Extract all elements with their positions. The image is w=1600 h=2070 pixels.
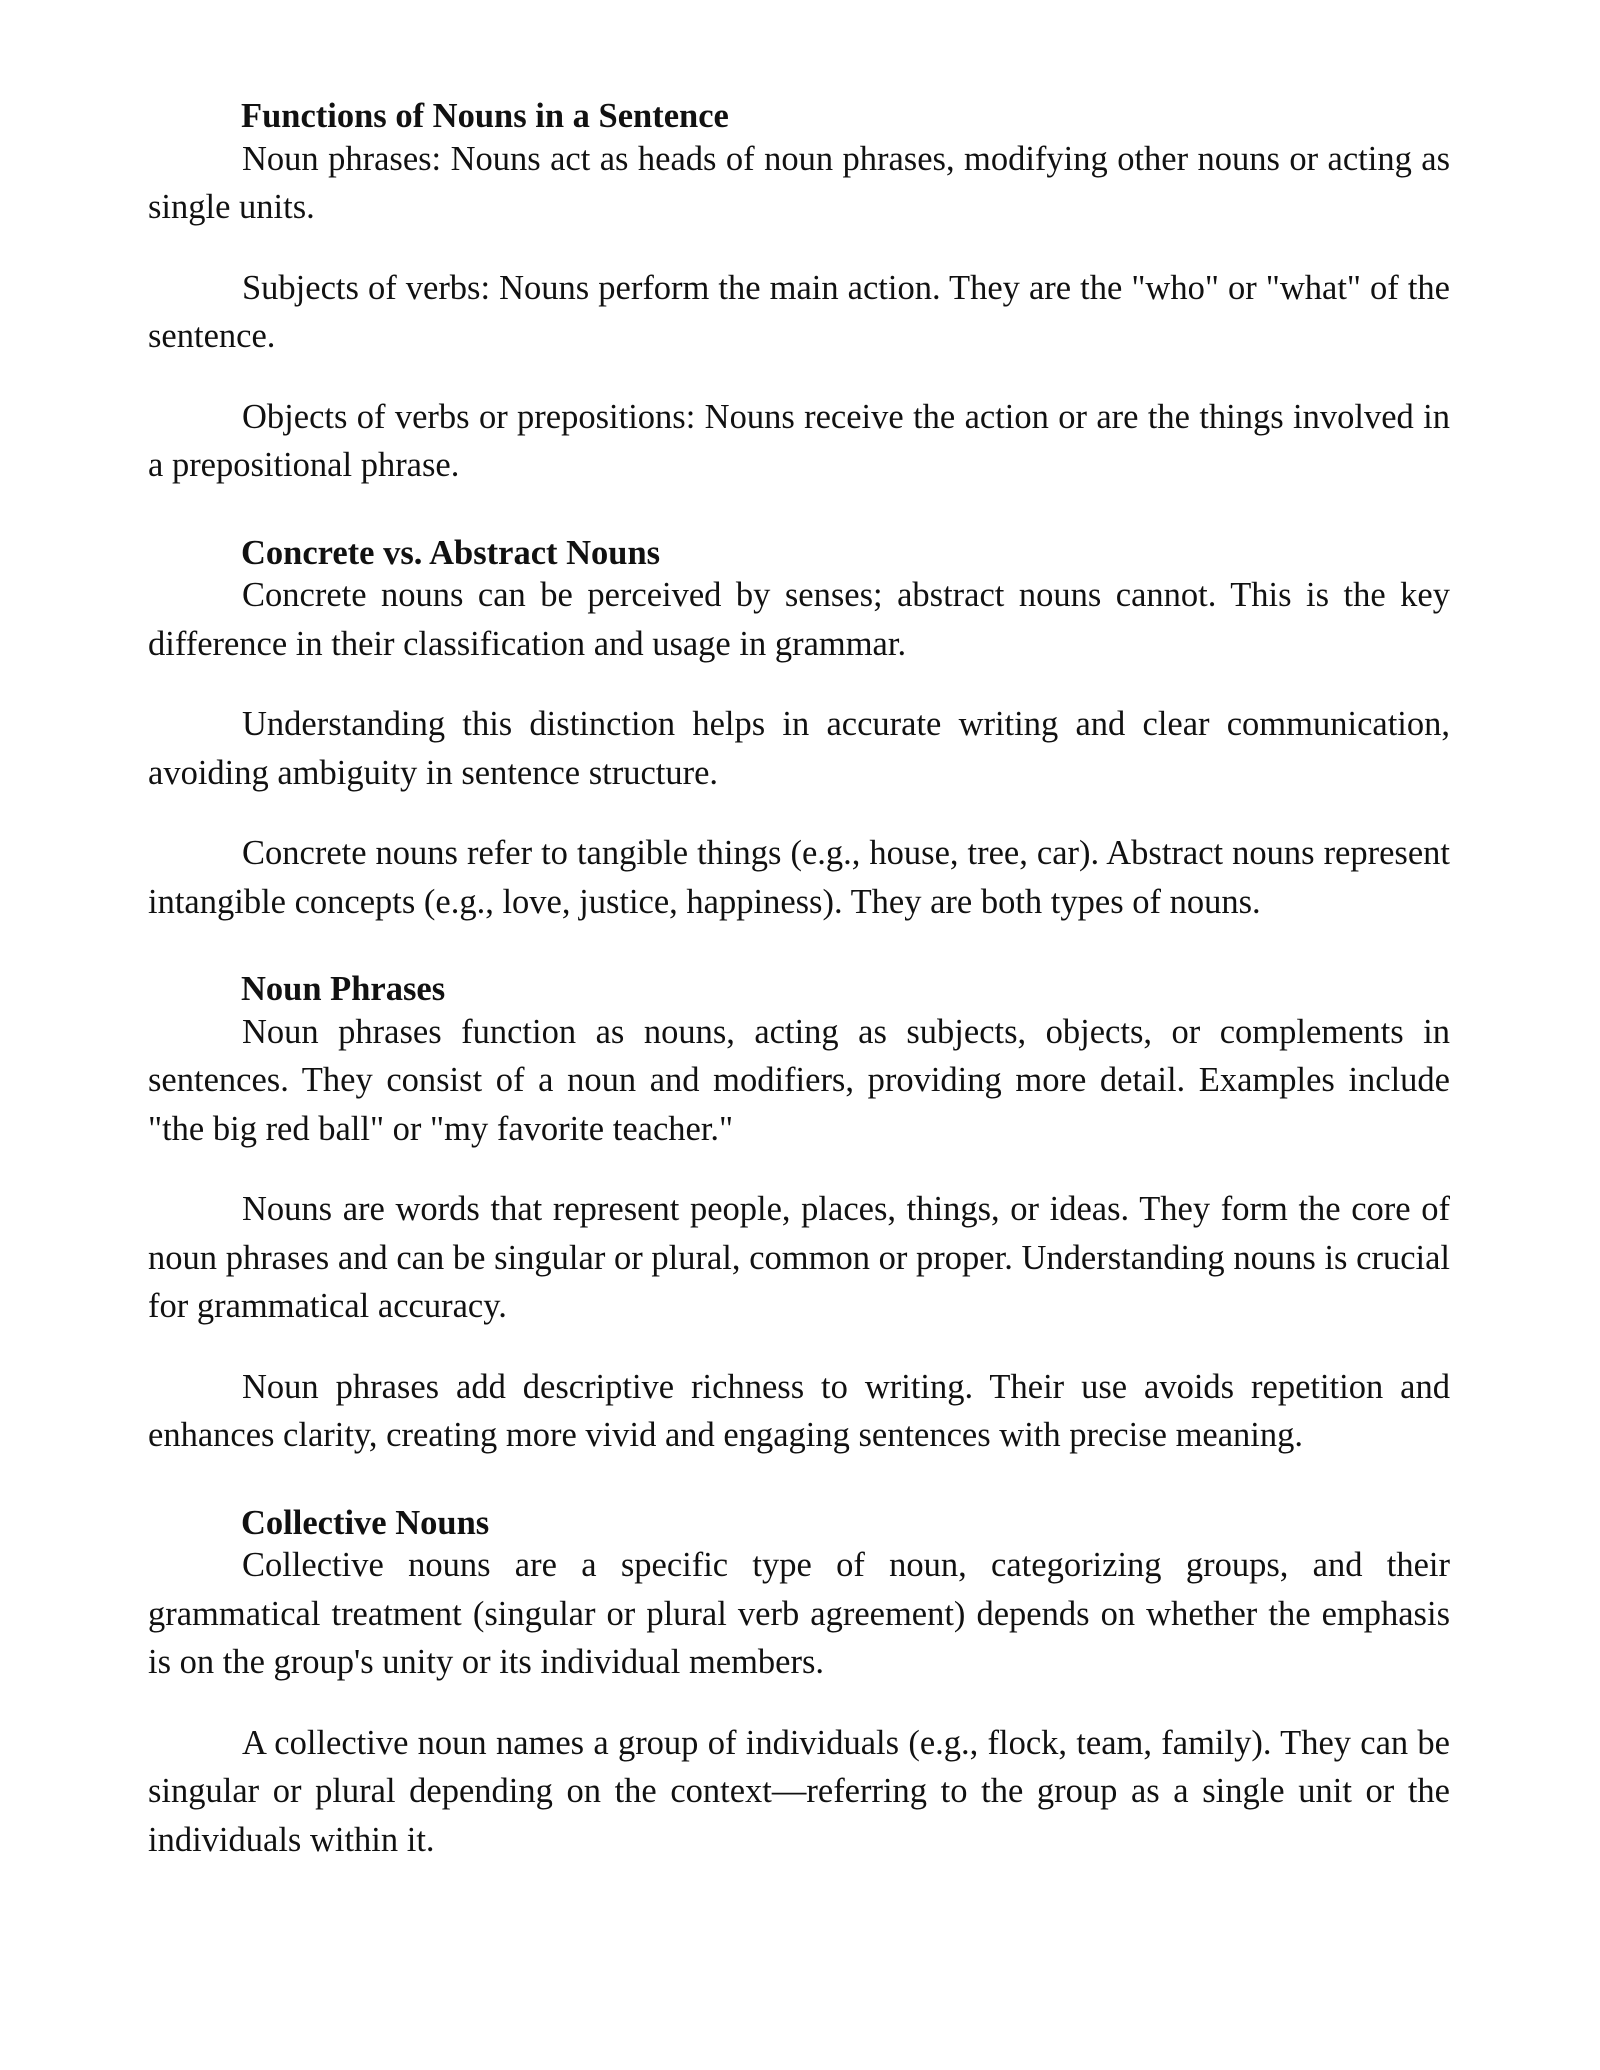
- paragraph: Nouns are words that represent people, places, things, or ideas. They form the core of noun phrases and can be singular or plural, common or proper. Understanding nouns is crucial for grammatical accuracy.: [148, 1190, 1450, 1325]
- section-heading: Functions of Nouns in a Sentence: [241, 97, 729, 135]
- paragraph: Understanding this distinction helps in accurate writing and clear communication, avoiding ambiguity in sentence structure.: [148, 705, 1450, 792]
- paragraph: Concrete nouns can be perceived by senses; abstract nouns cannot. This is the key difference in their classification and usage in grammar.: [148, 576, 1450, 663]
- paragraph: A collective noun names a group of individuals (e.g., flock, team, family). They can be singular or plural depending on the context—referring to the group as a single unit or the individuals within it.: [148, 1723, 1450, 1859]
- paragraph: Noun phrases add descriptive richness to writing. Their use avoids repetition and enhances clarity, creating more vivid and engaging sentences with precise meaning.: [148, 1367, 1450, 1454]
- section-concrete-vs-abstract: [148, 529, 1450, 927]
- section-functions-of-nouns: [148, 92, 1450, 490]
- paragraph: Subjects of verbs: Nouns perform the main action. They are the "who" or "what" of the sentence.: [148, 268, 1450, 355]
- section-heading: Collective Nouns: [241, 1503, 490, 1542]
- section-noun-phrases: [148, 965, 1450, 1460]
- paragraph: Concrete nouns refer to tangible things (e.g., house, tree, car). Abstract nouns represent intangible concepts (e.g., love, justice, happiness). They are both types of nouns.: [148, 834, 1450, 921]
- paragraph: Noun phrases: Nouns act as heads of noun phrases, modifying other nouns or acting as single units.: [148, 139, 1450, 226]
- paragraph: Objects of verbs or prepositions: Nouns receive the action or are the things involved in a prepositional phrase.: [148, 397, 1450, 484]
- section-heading: Concrete vs. Abstract Nouns: [241, 533, 661, 572]
- paragraph: Noun phrases function as nouns, acting as subjects, objects, or complements in sentences. They consist of a noun and modifiers, providing more detail. Examples include "the big red ball" or "my favorite teacher.": [148, 1012, 1450, 1148]
- paragraph: Collective nouns are a specific type of noun, categorizing groups, and their grammatical treatment (singular or plural verb agreement) depends on whether the emphasis is on the group's unity or its individual members.: [148, 1546, 1450, 1681]
- section-heading: Noun Phrases: [241, 970, 446, 1008]
- section-collective-nouns: [148, 1499, 1450, 1865]
- document-body: [148, 92, 1450, 1903]
